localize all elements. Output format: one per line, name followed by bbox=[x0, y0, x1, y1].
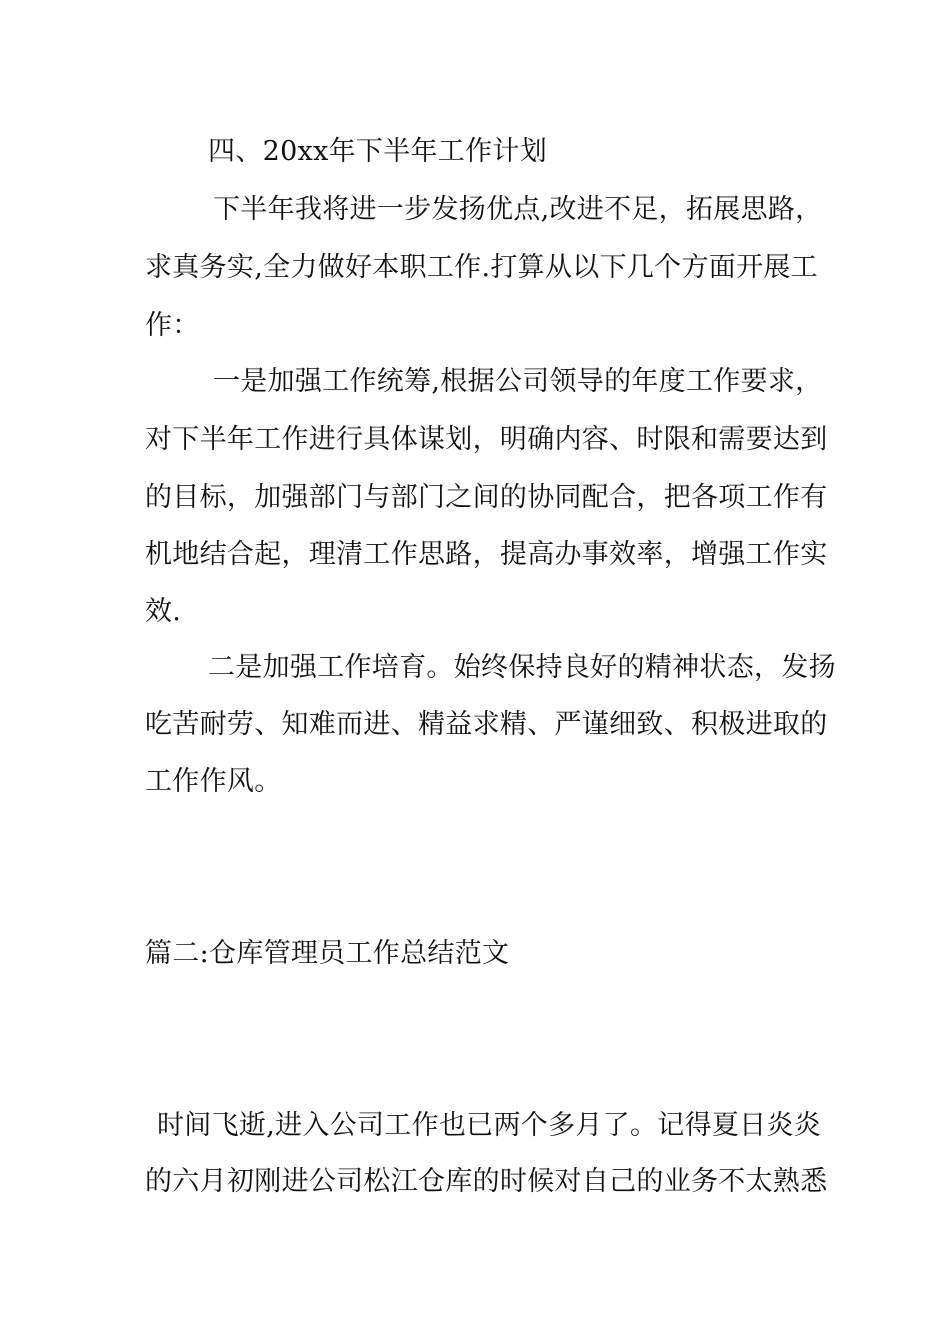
paragraph-line: 时间飞逝,进入公司工作也已两个多月了。记得夏日炎炎 bbox=[157, 1110, 822, 1141]
paragraph-line: 二是加强工作培育。始终保持良好的精神状态，发扬 bbox=[208, 652, 836, 683]
paragraph-line: 下半年我将进一步发扬优点,改进不足，拓展思路， bbox=[213, 194, 823, 225]
paragraph-line: 吃苦耐劳、知难而进、精益求精、严谨细致、积极进取的 bbox=[145, 709, 828, 740]
paragraph-line: 对下半年工作进行具体谋划，明确内容、时限和需要达到 bbox=[145, 424, 828, 455]
paragraph-line: 一是加强工作统筹,根据公司领导的年度工作要求， bbox=[213, 366, 823, 397]
paragraph-line: 求真务实,全力做好本职工作.打算从以下几个方面开展工 bbox=[145, 252, 818, 283]
paragraph-line: 作： bbox=[145, 310, 200, 341]
paragraph-line: 机地结合起，理清工作思路，提高办事效率，增强工作实 bbox=[145, 539, 828, 570]
section-heading: 四、20xx年下半年工作计划 bbox=[208, 136, 548, 167]
paragraph-line: 工作作风。 bbox=[145, 766, 282, 797]
paragraph-line: 效. bbox=[145, 596, 182, 627]
article-title: 篇二:仓库管理员工作总结范文 bbox=[145, 938, 510, 969]
paragraph-line: 的六月初刚进公司松江仓库的时候对自己的业务不太熟悉 bbox=[145, 1166, 828, 1197]
paragraph-line: 的目标，加强部门与部门之间的协同配合，把各项工作有 bbox=[145, 482, 828, 513]
